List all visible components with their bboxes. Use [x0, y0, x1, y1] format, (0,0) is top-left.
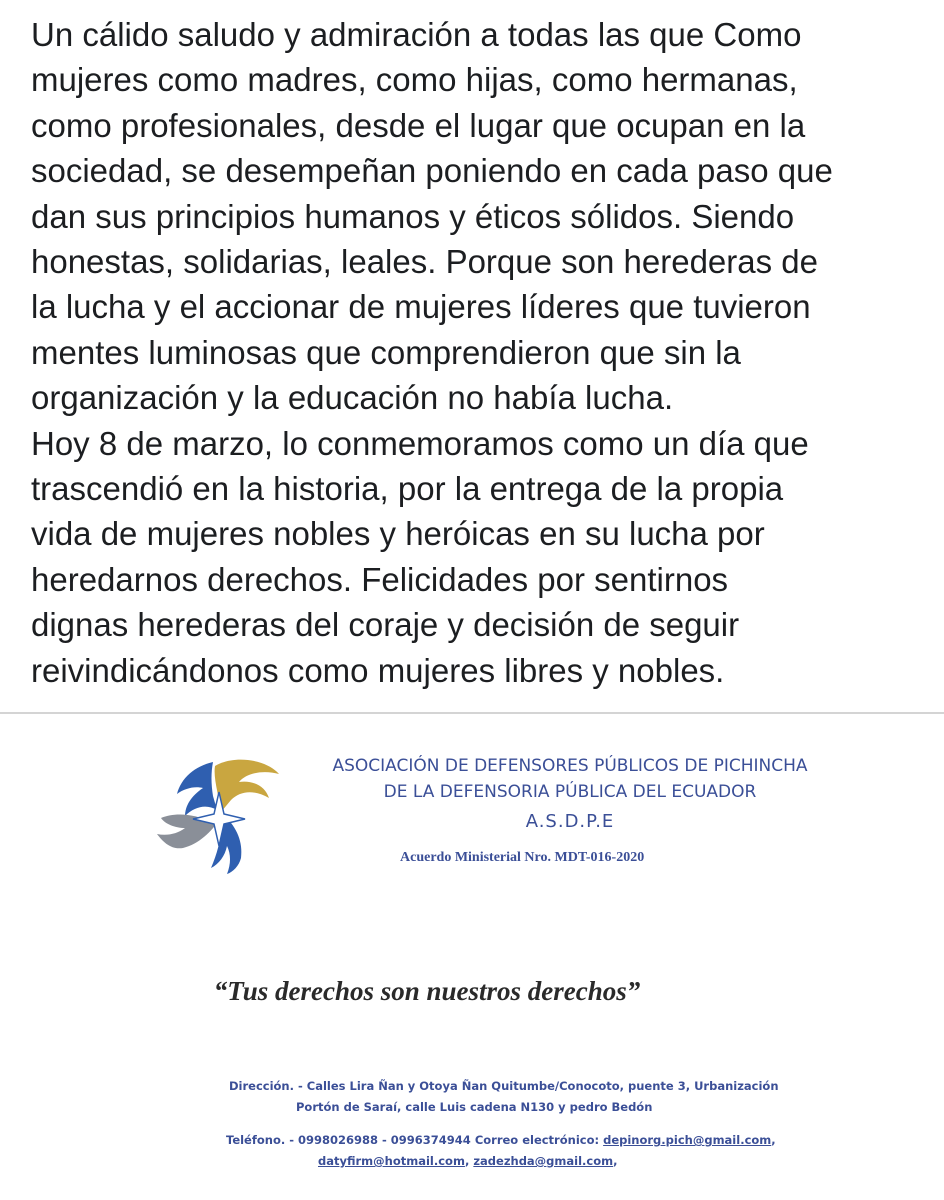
post-line: dignas herederas del coraje y decisión de seguir: [31, 606, 740, 644]
address-line2: Portón de Saraí, calle Luis cadena N130 y pedro Bedón: [296, 1100, 653, 1114]
post-line: sociedad, se desempeñan poniendo en cada paso que: [31, 152, 833, 190]
email-link-3[interactable]: zadezhda@gmail.com: [473, 1154, 614, 1168]
post-line: reivindicándonos como mujeres libres y nobles.: [31, 651, 725, 689]
email-separator: ,: [771, 1133, 776, 1147]
post-line: heredarnos derechos. Felicidades por sentirnos: [31, 560, 729, 598]
post-line: vida de mujeres nobles y heróicas en su lucha por: [31, 515, 765, 553]
post-divider: [0, 700, 944, 712]
post-line: honestas, solidarias, leales. Porque son herederas de: [31, 243, 818, 281]
post-line: Un cálido saludo y admiración a todas las que Como: [31, 16, 802, 53]
phone-label: Teléfono. - 0998026988 - 0996374944 Correo electrónico:: [226, 1133, 604, 1147]
email-line-2: [318, 1154, 618, 1168]
acuerdo-ministerial: Acuerdo Ministerial Nro. MDT-016-2020: [400, 850, 645, 865]
org-acronym: A.S.D.P.E: [525, 811, 615, 832]
slogan: “Tus derechos son nuestros derechos”: [213, 976, 641, 1006]
post-text: [31, 12, 931, 739]
email-separator: ,: [613, 1154, 618, 1168]
org-name-line1: ASOCIACIÓN DE DEFENSORES PÚBLICOS DE PICHINCHA: [332, 756, 808, 776]
post-line: trascendió en la historia, por la entrega de la propia: [31, 470, 784, 508]
attached-image-card[interactable]: [0, 712, 944, 1200]
email-link-2[interactable]: datyfirm@hotmail.com: [318, 1154, 465, 1168]
post-line: Hoy 8 de marzo, lo conmemoramos como un día que: [31, 424, 809, 462]
phone-email-line: [226, 1133, 776, 1147]
post-line: la lucha y el accionar de mujeres líderes que tuvieron: [31, 288, 811, 326]
org-name-line2: DE LA DEFENSORIA PÚBLICA DEL ECUADOR: [383, 782, 757, 802]
post-line: mentes luminosas que comprendieron que sin la: [31, 333, 741, 371]
post-line: como profesionales, desde el lugar que ocupan en la: [31, 106, 806, 144]
post-line: dan sus principios humanos y éticos sólidos. Siendo: [31, 197, 795, 235]
email-separator: ,: [464, 1154, 474, 1168]
post-line: organización y la educación no había lucha.: [31, 379, 674, 417]
hands-compass-logo-icon: [155, 756, 285, 874]
email-link-1[interactable]: depinorg.pich@gmail.com: [603, 1133, 772, 1147]
address-line1: Dirección. - Calles Lira Ñan y Otoya Ñan Quitumbe/Conocoto, puente 3, Urbanización: [229, 1079, 779, 1093]
post-line: mujeres como madres, como hijas, como hermanas,: [31, 61, 798, 99]
